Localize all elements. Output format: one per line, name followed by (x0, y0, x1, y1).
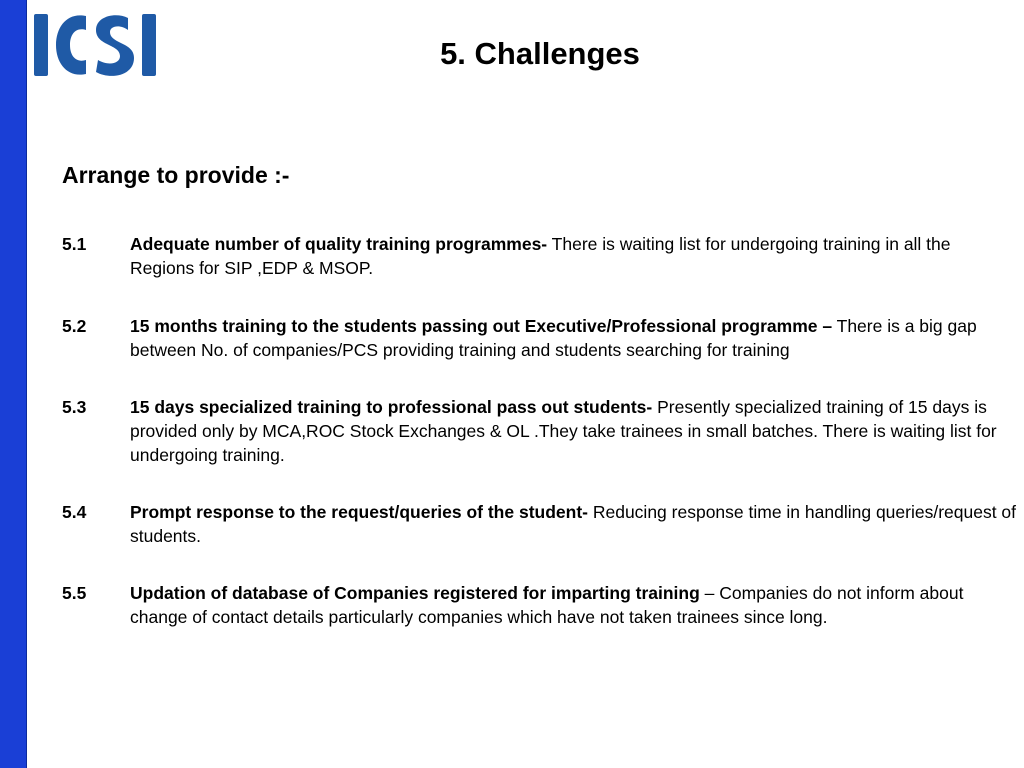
item-body: There is waiting list for undergoing training in all the Regions for SIP ,EDP & MSOP. (130, 234, 951, 278)
item-number: 5.1 (62, 234, 87, 254)
item-body: Reducing response time in handling queries/request of students. (130, 502, 1017, 546)
challenge-item-5-2 (62, 314, 1017, 362)
challenge-item-5-5 (62, 581, 1017, 629)
item-body: There is a big gap between No. of companies/PCS providing training and students searching for training (130, 316, 977, 360)
item-heading: Updation of database of Companies registered for imparting training (130, 583, 700, 603)
item-heading: 15 days specialized training to professional pass out students- (130, 397, 653, 417)
slide-title: 5. Challenges (440, 36, 640, 71)
challenge-item-5-4 (62, 500, 1017, 548)
item-number: 5.2 (62, 316, 87, 336)
item-body: Presently specialized training of 15 days is provided only by MCA,ROC Stock Exchanges & OL .They take trainees in small batches. There is waiting list for undergoing training. (130, 397, 997, 465)
intro-heading: Arrange to provide :- (62, 162, 290, 188)
item-heading: Adequate number of quality training programmes- (130, 234, 548, 254)
item-number: 5.5 (62, 583, 87, 603)
left-accent-bar (0, 0, 27, 768)
item-heading: Prompt response to the request/queries of the student- (130, 502, 588, 522)
item-number: 5.3 (62, 397, 87, 417)
item-number: 5.4 (62, 502, 87, 522)
item-body: – Companies do not inform about change of contact details particularly companies which have not taken trainees since long. (130, 583, 964, 627)
item-heading: 15 months training to the students passing out Executive/Professional programme – (130, 316, 833, 336)
challenge-item-5-1 (62, 232, 1017, 280)
icsi-logo (28, 6, 168, 84)
challenge-item-5-3 (62, 395, 1017, 467)
